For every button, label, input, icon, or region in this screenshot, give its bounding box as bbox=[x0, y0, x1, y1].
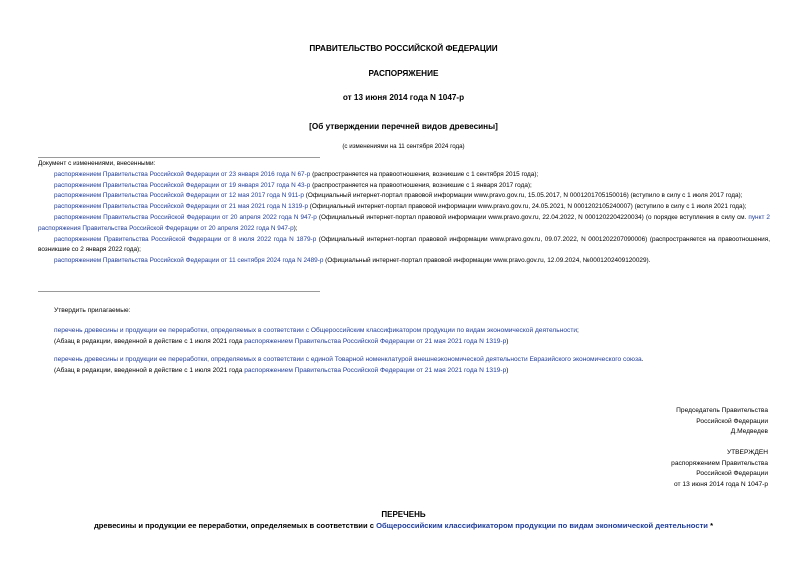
change-link[interactable]: распоряжением Правительства Российской Федерации от 23 января 2016 года N 67-р bbox=[54, 170, 311, 178]
change-link[interactable]: распоряжением Правительства Российской Федерации от 19 января 2017 года N 43-р bbox=[54, 181, 311, 189]
list-item-1-link[interactable]: перечень древесины и продукции ее переработки, определяемых в соответствии с Общероссийским классификатором продукции по видам экономической деятельности bbox=[54, 327, 578, 334]
document-date: от 13 июня 2014 года N 1047-р bbox=[342, 93, 465, 102]
edit-note-2: (Абзац в редакции, введенной в действие с 1 июля 2021 года распоряжением Правительства Российской Федерации от 21 мая 2021 года N 1319-р) bbox=[54, 366, 509, 374]
list-item-1: перечень древесины и продукции ее переработки, определяемых в соответствии с Общероссийским классификатором продукции по видам экономической деятельности; bbox=[54, 327, 579, 334]
changes-list bbox=[38, 159, 770, 267]
document-type: РАСПОРЯЖЕНИЕ bbox=[368, 69, 439, 78]
change-item: распоряжением Правительства Российской Федерации от 20 апреля 2022 года N 947-р (Официальный интернет-портал правовой информации www.pravo.gov.ru, 22.04.2022, N 0001202204220034) (о порядке вступления в силу см. пункт 2 распоряжения Правительства Российской Федерации от 20 апреля 2022 года N 947-р); bbox=[38, 213, 770, 232]
signature-name: Д.Медведев bbox=[730, 428, 768, 436]
approval-stamp bbox=[508, 448, 768, 490]
change-link[interactable]: распоряжением Правительства Российской Федерации от 11 сентября 2024 года N 2489-р bbox=[54, 257, 324, 265]
approval-date: от 13 июня 2014 года N 1047-р bbox=[674, 480, 768, 488]
annex-subtitle: древесины и продукции ее переработки, определяемых в соответствии с Общероссийским классификатором продукции по видам экономической деятельности * bbox=[93, 521, 714, 530]
change-item: распоряжением Правительства Российской Федерации от 8 июля 2022 года N 1879-р (Официальный интернет-портал правовой информации www.pravo.gov.ru, 09.07.2022, N 0001202207090006) (распространяется на правоотношения, возникшие со 2 января 2022 года); bbox=[38, 235, 770, 254]
signature-position: Председатель Правительства bbox=[676, 407, 768, 414]
signature-block bbox=[508, 406, 768, 438]
change-item: распоряжением Правительства Российской Федерации от 19 января 2017 года N 43-р (распространяется на правоотношения, возникшие с 1 января 2017 года); bbox=[54, 181, 532, 189]
edit-note-1: (Абзац в редакции, введенной в действие с 1 июля 2021 года распоряжением Правительства Российской Федерации от 21 мая 2021 года N 1319-р) bbox=[54, 337, 509, 345]
revision-note: (с изменениями на 11 сентября 2024 года) bbox=[342, 143, 465, 150]
changes-intro: Документ с изменениями, внесенными: bbox=[38, 160, 156, 167]
divider-top bbox=[38, 157, 320, 158]
change-item: распоряжением Правительства Российской Федерации от 23 января 2016 года N 67-р (распространяется на правоотношения, возникшие с 1 сентября 2015 года); bbox=[54, 170, 539, 178]
annex-subtitle-link[interactable]: Общероссийским классификатором продукции по видам экономической деятельности bbox=[376, 521, 708, 530]
change-link[interactable]: распоряжением Правительства Российской Федерации от 21 мая 2021 года N 1319-р bbox=[54, 203, 309, 211]
list-block-1 bbox=[38, 326, 770, 347]
divider-bottom bbox=[38, 291, 320, 292]
change-item: распоряжением Правительства Российской Федерации от 12 мая 2017 года N 911-р (Официальный интернет-портал правовой информации www.pravo.gov.ru, 15.05.2017, N 0001201705150016) (вступило в силу с 1 июля 2017 года); bbox=[54, 192, 743, 200]
list-block-2 bbox=[38, 355, 770, 376]
change-link[interactable]: распоряжением Правительства Российской Федерации от 20 апреля 2022 года N 947-р bbox=[54, 213, 317, 221]
change-item: распоряжением Правительства Российской Федерации от 21 мая 2021 года N 1319-р (Официальный интернет-портал правовой информации www.pravo.gov.ru, 24.05.2021, N 0001202105240007) (вступило в силу с 1 июля 2021 года); bbox=[54, 203, 747, 211]
edit-note-2-link[interactable]: распоряжением Правительства Российской Федерации от 21 мая 2021 года N 1319-р bbox=[244, 366, 507, 374]
approval-heading: УТВЕРЖДЕН bbox=[726, 449, 768, 456]
signature-organization: Российской Федерации bbox=[696, 417, 768, 425]
approval-line: Российской Федерации bbox=[696, 470, 768, 478]
change-link-secondary[interactable]: пункт 2 распоряжения Правительства Российской Федерации от 20 апреля 2022 года N 947-р bbox=[38, 213, 770, 232]
approve-text bbox=[38, 306, 770, 317]
approval-line: распоряжением Правительства bbox=[671, 459, 768, 467]
document-title: [Об утверждении перечней видов древесины] bbox=[309, 122, 498, 131]
annex-title: ПЕРЕЧЕНЬ bbox=[381, 510, 426, 519]
list-item-2-link[interactable]: перечень древесины и продукции ее переработки, определяемых в соответствии с единой Товарной номенклатурой внешнеэкономической деятельности Евразийского экономического союза bbox=[54, 356, 642, 363]
change-item: распоряжением Правительства Российской Федерации от 11 сентября 2024 года N 2489-р (Официальный интернет-портал правовой информации www.pravo.gov.ru, 12.09.2024, №0001202409120029). bbox=[54, 257, 651, 265]
change-link[interactable]: распоряжением Правительства Российской Федерации от 8 июля 2022 года N 1879-р bbox=[54, 235, 317, 243]
change-link[interactable]: распоряжением Правительства Российской Федерации от 12 мая 2017 года N 911-р bbox=[54, 192, 304, 200]
approve-intro: Утвердить прилагаемые: bbox=[54, 307, 131, 314]
edit-note-1-link[interactable]: распоряжением Правительства Российской Федерации от 21 мая 2021 года N 1319-р bbox=[244, 337, 507, 345]
list-item-2: перечень древесины и продукции ее переработки, определяемых в соответствии с единой Товарной номенклатурой внешнеэкономической деятельности Евразийского экономического союза. bbox=[54, 356, 644, 363]
government-name: ПРАВИТЕЛЬСТВО РОССИЙСКОЙ ФЕДЕРАЦИИ bbox=[309, 44, 498, 53]
